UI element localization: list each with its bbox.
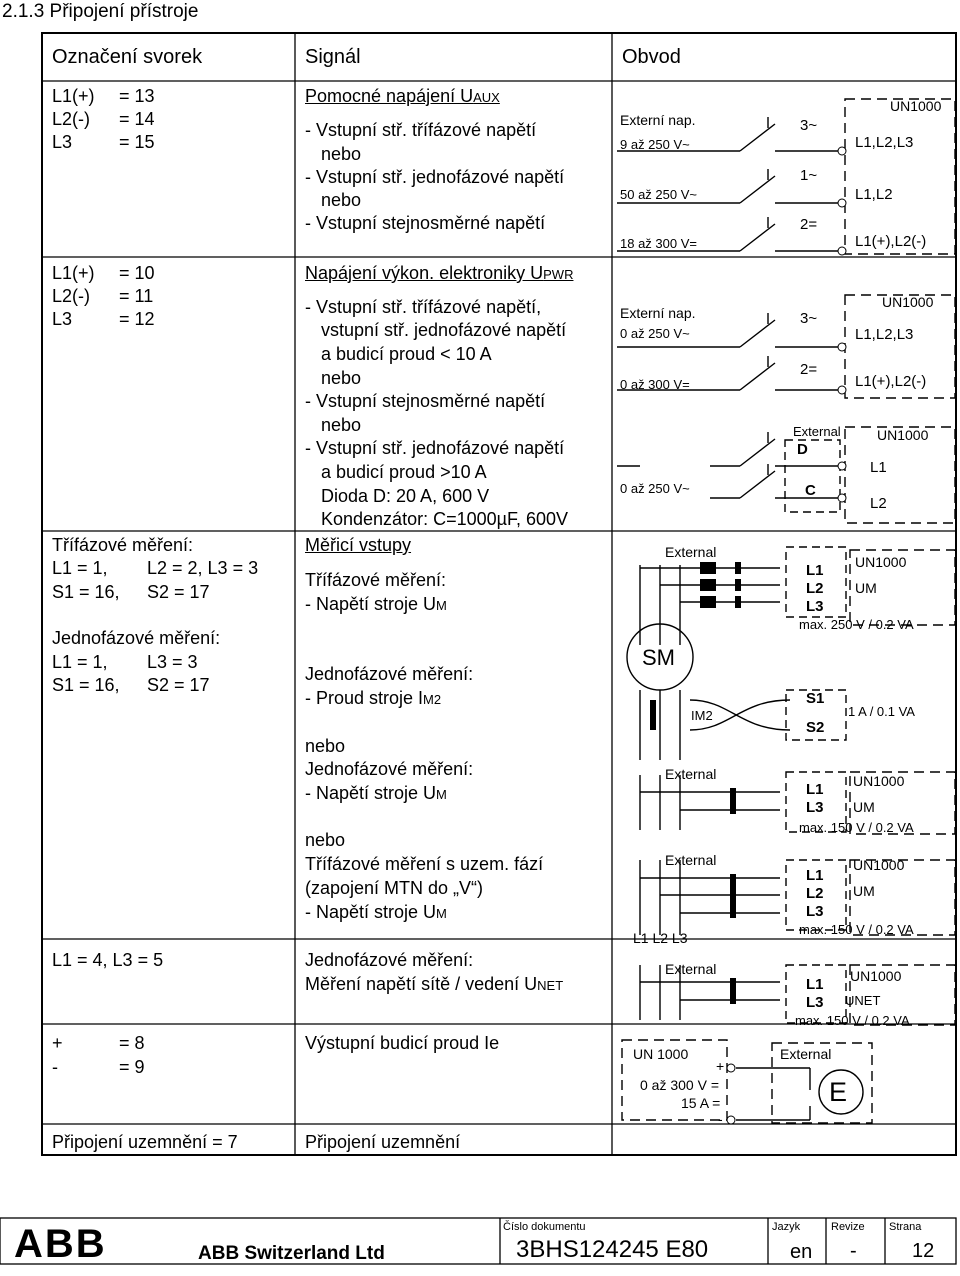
revision: - [850,1240,857,1262]
terminal-value: = 15 [119,132,155,152]
page-number: 12 [912,1240,935,1262]
signal-line: Třífázové měření: [305,570,447,590]
circuit-phase-label: L1 [806,867,824,884]
circuit-un: UN1000 [853,857,905,873]
circuit-phase-label: L1 [806,781,824,798]
signal-line: Dioda D: 20 A, 600 V [321,486,490,506]
circuit-um: UM [853,799,875,815]
terminal-value: = 9 [119,1057,145,1077]
signal-line: - Napětí stroje UM [305,902,447,922]
circuit-phase-label: L3 [806,903,824,920]
signal-line: nebo [305,736,346,756]
terminal-value: = 8 [119,1033,145,1053]
circuit-aux-ext: Externí nap. [620,112,696,128]
circuit-pwr-phase: 2= [800,361,818,378]
signal-line: Třífázové měření s uzem. fází [305,854,544,874]
circuit-pwr-out: L2 [870,495,887,512]
circuit-aux-range: 50 až 250 V~ [620,187,697,202]
doc-number-label: Číslo dokumentu [503,1221,586,1233]
circuit-exc-un: UN 1000 [633,1046,689,1062]
terminal-value: S1 = 16, [52,675,120,695]
terminal-label: L3 [52,309,73,329]
circuit-external: External [665,766,717,782]
signal-meas-title: Měřicí vstupy [305,535,412,555]
circuit-s-label: S2 [806,719,825,736]
section-title: 2.1.3 Připojení přístroje [2,1,199,22]
circuit-pwr-out: L1 [870,459,887,476]
circuit-um: UM [855,580,877,596]
terminal-net: L1 = 4, L3 = 5 [52,950,164,970]
circuit-phase-label: L2 [806,580,824,597]
circuit-un: UN1000 [850,968,902,984]
circuit-external: External [665,961,717,977]
circuit-external: External [665,852,717,868]
signal-line: a budicí proud < 10 A [321,344,492,364]
signal-line: nebo [321,144,362,164]
signal-line: - Vstupní stejnosměrné napětí [305,391,546,411]
circuit-unet: UNET [845,993,881,1008]
circuit-aux-out: L1,L2,L3 [855,134,914,151]
signal-pwr-title: Napájení výkon. elektroniky UPWR [305,263,574,283]
signal-excitation: Výstupní budicí proud Ie [305,1033,500,1053]
circuit-aux-out: L1,L2 [855,186,893,203]
terminal-value: = 11 [119,286,154,306]
circuit-phase-label: L1 [806,562,824,579]
terminal-label: L2(-) [52,109,91,129]
signal-line: Měření napětí sítě / vedení UNET [305,974,564,994]
revision-label: Revize [831,1221,865,1233]
header-circuit: Obvod [622,46,681,68]
circuit-exc-voltage: 0 až 300 V = [640,1077,720,1093]
circuit-exc-plus: + [716,1058,725,1074]
circuit-aux-range: 9 až 250 V~ [620,137,690,152]
circuit-aux-phase: 3~ [800,117,818,134]
terminal-value: = 14 [119,109,155,129]
circuit-aux-phase: 1~ [800,167,818,184]
circuit-pwr-range: 0 až 250 V~ [620,326,690,341]
circuit-exc-minus: - [718,1111,723,1127]
signal-line: - Vstupní stejnosměrné napětí [305,213,546,233]
signal-line: (zapojení MTN do „V“) [305,878,484,898]
language: en [790,1241,813,1263]
terminal-label: L1(+) [52,263,95,283]
terminal-heading: Jednofázové měření: [52,628,221,648]
terminal-heading: Třífázové měření: [52,535,194,555]
signal-line: - Proud stroje IM2 [305,688,442,708]
circuit-diode-label: D [797,441,808,458]
terminal-value: S2 = 17 [147,582,210,602]
language-label: Jazyk [772,1221,801,1233]
signal-line: - Vstupní stř. třífázové napětí, [305,297,542,317]
signal-line: - Vstupní stř. jednofázové napětí [305,438,565,458]
terminal-value: L2 = 2, L3 = 3 [147,558,259,578]
circuit-pwr-phase: 3~ [800,310,818,327]
circuit-pwr-range: 0 až 300 V= [620,377,690,392]
signal-line: - Vstupní stř. třífázové napětí [305,120,537,140]
terminal-value: S2 = 17 [147,675,210,695]
circuit-aux-out: L1(+),L2(-) [855,233,927,250]
signal-line: Kondenzátor: C=1000µF, 600V [321,509,569,529]
circuit-exc-e: E [829,1077,848,1107]
signal-line: nebo [305,830,346,850]
page-label: Strana [889,1221,922,1233]
circuit-pwr-un: UN1000 [882,294,934,310]
terminal-label: L3 [52,132,73,152]
circuit-un: UN1000 [853,773,905,789]
abb-logo: ABB [14,1222,107,1266]
circuit-pwr-out: L1(+),L2(-) [855,373,927,390]
circuit-sm: SM [642,645,675,670]
doc-number: 3BHS124245 E80 [516,1236,709,1263]
signal-line: - Vstupní stř. jednofázové napětí [305,167,565,187]
circuit-capacitor-label: C [805,482,816,499]
signal-line: vstupní stř. jednofázové napětí [321,320,567,340]
circuit-exc-external: External [780,1046,832,1062]
terminal-value: = 10 [119,263,155,283]
circuit-phases: L1 L2 L3 [633,930,688,946]
terminal-value: = 13 [119,86,155,106]
circuit-im2: IM2 [691,708,713,723]
circuit-phase-label: L2 [806,885,824,902]
header-signal: Signál [305,46,361,68]
circuit-phase-label: L1 [806,976,824,993]
circuit-s-label: S1 [806,690,825,707]
circuit-max: max. 150 V / 0.2 VA [795,1013,910,1028]
terminal-label: + [52,1033,63,1053]
terminal-label: L1(+) [52,86,95,106]
terminal-value: S1 = 16, [52,582,120,602]
circuit-pwr-ext: Externí nap. [620,305,696,321]
signal-line: nebo [321,368,362,388]
circuit-aux-range: 18 až 300 V= [620,236,697,251]
circuit-pwr-out: L1,L2,L3 [855,326,914,343]
company-name: ABB Switzerland Ltd [198,1243,385,1264]
circuit-max: max. 250 V / 0.2 VA [799,617,914,632]
circuit-exc-current: 15 A = [681,1095,721,1111]
signal-line: Jednofázové měření: [305,950,474,970]
terminal-ground: Připojení uzemnění = 7 [52,1132,238,1152]
signal-line: - Napětí stroje UM [305,594,447,614]
circuit-max: max. 150 V / 0.2 VA [799,820,914,835]
terminal-value: = 12 [119,309,155,329]
circuit-un: UN1000 [855,554,907,570]
signal-line: Jednofázové měření: [305,664,474,684]
circuit-um: UM [853,883,875,899]
circuit-phase-label: L3 [806,598,824,615]
terminal-value: L1 = 1, [52,652,108,672]
signal-line: - Napětí stroje UM [305,783,447,803]
circuit-pwr-un: UN1000 [877,427,929,443]
circuit-external: External [665,544,717,560]
signal-line: Jednofázové měření: [305,759,474,779]
terminal-value: L3 = 3 [147,652,198,672]
circuit-phase-label: L3 [806,994,824,1011]
terminal-label: - [52,1057,58,1077]
signal-line: a budicí proud >10 A [321,462,487,482]
terminal-label: L2(-) [52,286,91,306]
circuit-max: max. 150 V / 0.2 VA [799,922,914,937]
terminal-value: L1 = 1, [52,558,108,578]
circuit-s-rating: 1 A / 0.1 VA [848,704,915,719]
circuit-pwr-external: External [793,424,841,439]
signal-ground: Připojení uzemnění [305,1132,461,1152]
circuit-pwr-range: 0 až 250 V~ [620,481,690,496]
signal-line: nebo [321,415,362,435]
header-terminals: Označení svorek [52,46,203,68]
circuit-aux-un: UN1000 [890,98,942,114]
signal-aux-title: Pomocné napájení UAUX [305,86,500,106]
circuit-aux-phase: 2= [800,216,818,233]
signal-line: nebo [321,190,362,210]
circuit-phase-label: L3 [806,799,824,816]
